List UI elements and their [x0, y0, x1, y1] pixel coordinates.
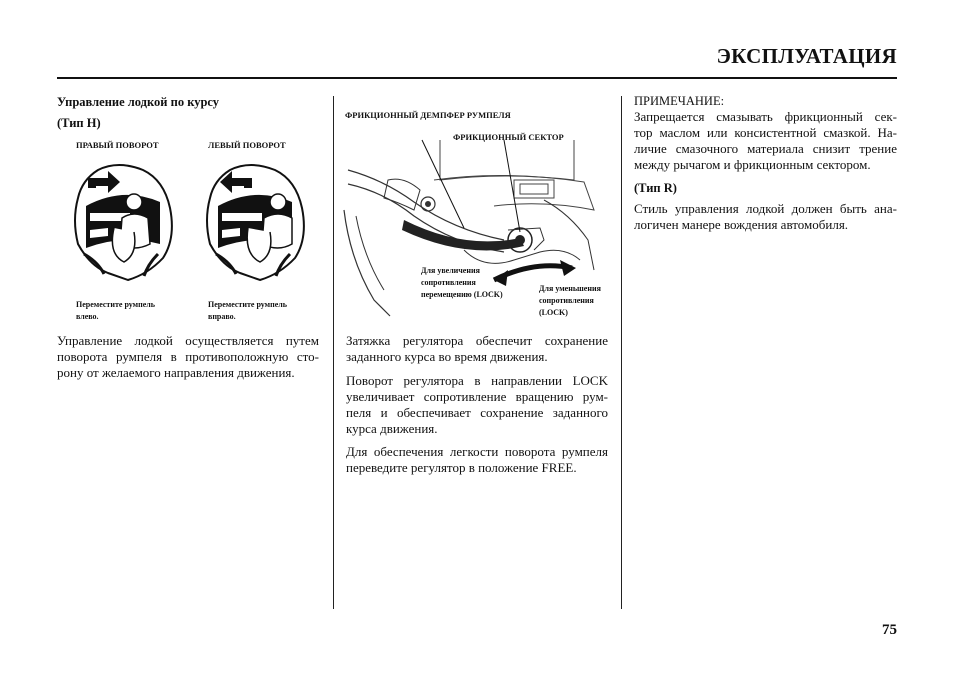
damper-label: ФРИКЦИОННЫЙ ДЕМПФЕР РУМПЕЛЯ — [345, 110, 511, 120]
note-title: ПРИМЕЧАНИЕ: — [634, 94, 725, 108]
caption-move-right: Переместите румпель вправо. — [208, 300, 288, 321]
caption-move-left: Переместите румпель влево. — [76, 300, 156, 321]
decrease-label: Для уменьшения сопротивления (LOCK) — [539, 284, 601, 317]
header-rule — [57, 77, 897, 79]
middle-paragraph-1: Затяжка регулятора обеспечит сохранение заданного курса во время движения. — [346, 333, 608, 364]
increase-label: Для увеличения сопротивления перемещению (LOCK) — [421, 266, 503, 299]
middle-paragraph-3: Для обеспечения легкости поворота румпеля переведите регулятор в положение FREE. — [346, 444, 608, 475]
page-number: 75 — [882, 622, 897, 638]
type-h-label: (Тип H) — [57, 116, 101, 130]
column-divider-1 — [333, 96, 334, 609]
type-r-label: (Тип R) — [634, 181, 677, 195]
right-turn-illustration — [68, 158, 178, 283]
column-divider-2 — [621, 96, 622, 609]
note-text: Запрещается смазывать фрикционный сек- тор маслом или консистентной смазкой. На- личие смазочного материала снизит трение между рычагом и фрикционным сектором. — [634, 109, 897, 172]
middle-paragraph-2: Поворот регулятора в направлении LOCK увеличивает сопротивление вращению рум- пеля и обеспечивает сохранение заданного курса движения. — [346, 373, 608, 436]
page-title: ЭКСПЛУАТАЦИЯ — [716, 44, 897, 68]
left-turn-label: ЛЕВЫЙ ПОВОРОТ — [208, 140, 286, 150]
left-turn-illustration — [200, 158, 310, 283]
type-r-text: Стиль управления лодкой должен быть ана- логичен манере вождения автомобиля. — [634, 201, 897, 232]
section-heading: Управление лодкой по курсу — [57, 95, 220, 109]
left-paragraph: Управление лодкой осуществляется путем поворота румпеля в противоположную сто- рону от желаемого направления движения. — [57, 333, 319, 380]
right-turn-label: ПРАВЫЙ ПОВОРОТ — [76, 140, 159, 150]
sector-label: ФРИКЦИОННЫЙ СЕКТОР — [453, 132, 564, 142]
